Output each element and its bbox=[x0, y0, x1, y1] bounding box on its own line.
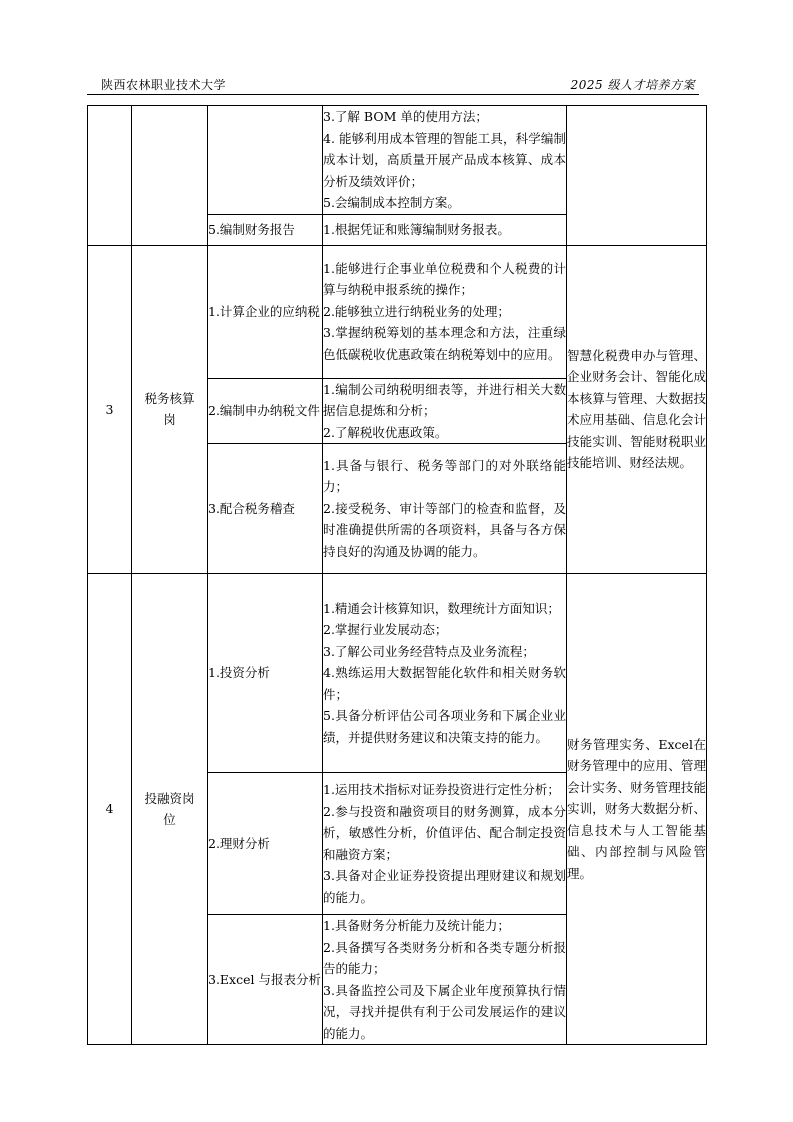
ability-item: 3.具备对企业证券投资提出理财建议和规划的能力。 bbox=[323, 868, 566, 905]
ability-cell bbox=[323, 915, 567, 1045]
ability-item: 1.具备财务分析能力及统计能力； bbox=[323, 918, 510, 933]
school-name: 陕西农林职业技术大学 bbox=[101, 78, 227, 92]
ability-cell bbox=[323, 378, 567, 444]
ability-item: 3.具备监控公司及下属企业年度预算执行情况，寻找并提供有利于公司发展运作的建议的能力。 bbox=[323, 982, 566, 1041]
task-cell: 2.编制申办纳税文件 bbox=[208, 378, 323, 444]
ability-item: 5.具备分析评估公司各项业务和下属企业业绩，并提供财务建议和决策支持的能力。 bbox=[323, 708, 566, 745]
ability-cell bbox=[323, 444, 567, 574]
ability-item: 3.掌握纳税筹划的基本理念和方法，注重绿色低碳税收优惠政策在纳税筹划中的应用。 bbox=[323, 325, 566, 362]
table-row bbox=[88, 106, 707, 215]
ability-item: 1.编制公司纳税明细表等，并进行相关大数据信息提炼和分析； bbox=[323, 381, 566, 418]
task-cell: 3.Excel 与报表分析 bbox=[208, 915, 323, 1045]
ability-item: 4.熟练运用大数据智能化软件和相关财务软件； bbox=[323, 665, 566, 702]
course-cell: 智慧化税费申办与管理、企业财务会计、智能化成本核算与管理、大数据技术应用基础、信息化会计技能实训、智能财税职业技能培训、财经法规。 bbox=[567, 245, 707, 574]
table-row bbox=[88, 245, 707, 378]
row-number-cell bbox=[88, 106, 132, 246]
task-cell: 2.理财分析 bbox=[208, 773, 323, 915]
document-title: 2025 级人才培养方案 bbox=[570, 78, 695, 92]
ability-cell bbox=[323, 245, 567, 378]
ability-cell bbox=[323, 106, 567, 215]
ability-item: 2.能够独立进行纳税业务的处理； bbox=[323, 303, 510, 319]
ability-cell bbox=[323, 574, 567, 773]
post-cell bbox=[132, 245, 208, 574]
task-cell bbox=[208, 106, 323, 215]
post-cell bbox=[132, 106, 208, 246]
task-cell: 1.投资分析 bbox=[208, 574, 323, 773]
post-cell bbox=[132, 574, 208, 1045]
ability-item: 2.接受税务、审计等部门的检查和监督，及时准确提供所需的各项资料，具备与各方保持良好的沟通及协调的能力。 bbox=[323, 500, 566, 559]
ability-item: 2.参与投资和融资项目的财务测算，成本分析，敏感性分析，价值评估、配合制定投资和融资方案； bbox=[323, 803, 566, 862]
ability-cell bbox=[323, 214, 567, 245]
row-number-cell: 4 bbox=[88, 574, 132, 1045]
course-cell bbox=[567, 106, 707, 246]
ability-item: 4. 能够利用成本管理的智能工具，科学编制成本计划，高质量开展产品成本核算、成本分析及绩效评价； bbox=[323, 130, 566, 189]
table-row bbox=[88, 574, 707, 773]
ability-item: 3.了解公司业务经营特点及业务流程； bbox=[323, 643, 535, 659]
ability-item: 1.精通会计核算知识，数理统计方面知识； bbox=[323, 600, 560, 616]
ability-item: 5.会编制成本控制方案。 bbox=[323, 195, 460, 210]
ability-item: 3.了解 BOM 单的使用方法； bbox=[323, 109, 488, 124]
post-name: 税务核算岗 bbox=[144, 390, 195, 428]
task-cell: 1.计算企业的应纳税 bbox=[208, 245, 323, 378]
course-cell: 财务管理实务、Excel在财务管理中的应用、管理会计实务、财务管理技能实训，财务大数据分析、信息技术与人工智能基础、内部控制与风险管理。 bbox=[567, 574, 707, 1045]
post-name: 投融资岗位 bbox=[144, 790, 195, 827]
ability-item: 2.掌握行业发展动态； bbox=[323, 622, 448, 638]
ability-cell bbox=[323, 773, 567, 915]
ability-item: 1.具备与银行、税务等部门的对外联络能力； bbox=[323, 457, 566, 495]
ability-item: 1.能够进行企事业单位税费和个人税费的计算与纳税申报系统的操作； bbox=[323, 260, 566, 298]
task-cell: 5.编制财务报告 bbox=[208, 214, 323, 245]
ability-item: 2.具备撰写各类财务分析和各类专题分析报告的能力； bbox=[323, 939, 566, 976]
task-cell: 3.配合税务稽查 bbox=[208, 444, 323, 574]
page-header bbox=[87, 74, 699, 95]
row-number-cell: 3 bbox=[88, 245, 132, 574]
ability-item: 1.运用技术指标对证券投资进行定性分析； bbox=[323, 782, 560, 797]
ability-item: 2.了解税收优惠政策。 bbox=[323, 424, 448, 440]
talent-program-table bbox=[87, 105, 707, 1045]
ability-item: 1.根据凭证和账簿编制财务报表。 bbox=[323, 221, 510, 237]
